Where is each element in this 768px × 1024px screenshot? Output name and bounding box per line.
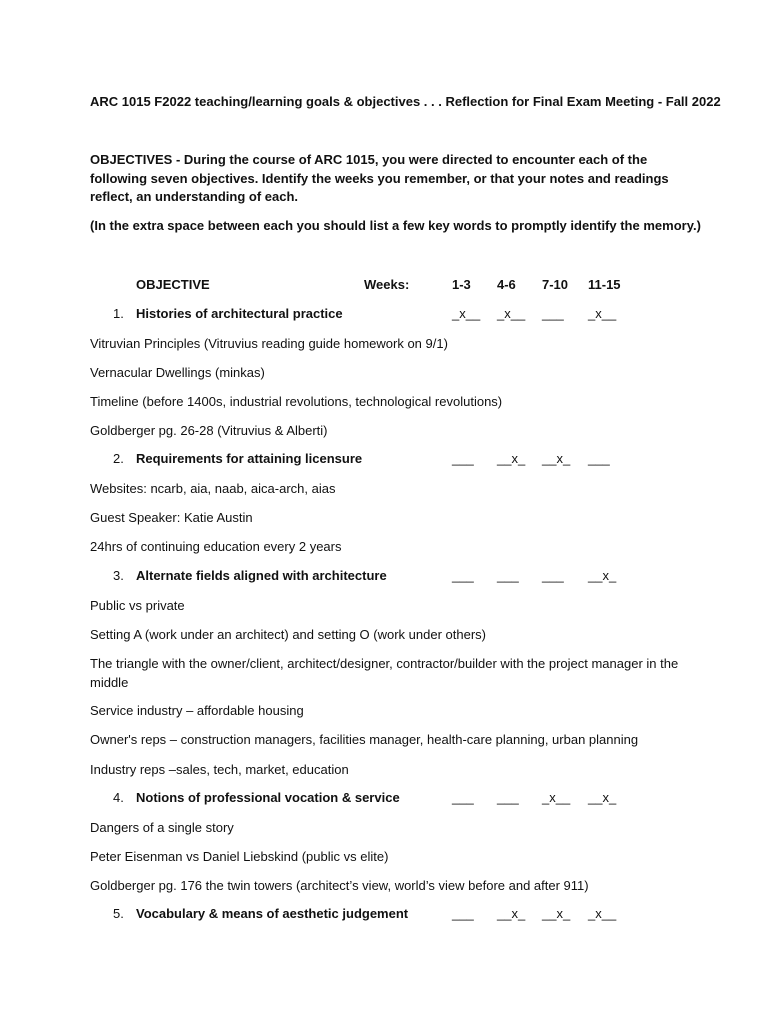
objective-number: 5.	[113, 906, 124, 921]
note-line: Service industry – affordable housing	[90, 703, 304, 718]
week-mark: ___	[452, 906, 474, 921]
week-mark: _x__	[588, 306, 617, 321]
objective-number: 2.	[113, 451, 124, 466]
table-header	[0, 277, 768, 297]
week-mark: __x_	[542, 906, 571, 921]
week-mark: __x_	[588, 790, 617, 805]
objective-title: Vocabulary & means of aesthetic judgement	[136, 906, 409, 921]
week-mark: _x__	[497, 306, 526, 321]
note-line: Websites: ncarb, aia, naab, aica-arch, aias	[90, 481, 336, 496]
week-col-7-10: 7-10	[542, 277, 569, 292]
note-line: 24hrs of continuing education every 2 years	[90, 539, 342, 554]
note-line: Setting A (work under an architect) and setting O (work under others)	[90, 627, 486, 642]
week-mark: __x_	[497, 451, 526, 466]
objective-title: Requirements for attaining licensure	[136, 451, 363, 466]
note-line: The triangle with the owner/client, architect/designer, contractor/builder with the project manager in the middle	[90, 656, 679, 690]
note-line: Vitruvian Principles (Vitruvius reading guide homework on 9/1)	[90, 336, 448, 351]
weeks-header: Weeks:	[364, 277, 410, 292]
week-mark: ___	[452, 451, 474, 466]
week-mark: __x_	[542, 451, 571, 466]
objective-row	[0, 790, 768, 810]
note-line: Goldberger pg. 26-28 (Vitruvius & Alberti)	[90, 423, 328, 438]
document-title: ARC 1015 F2022 teaching/learning goals & objectives . . . Reflection for Final Exam Meeting - Fall 2022	[90, 94, 721, 109]
objective-number: 4.	[113, 790, 124, 805]
week-mark: _x__	[452, 306, 481, 321]
note-line: Timeline (before 1400s, industrial revolutions, technological revolutions)	[90, 394, 503, 409]
objective-number: 3.	[113, 568, 124, 583]
week-col-11-15: 11-15	[588, 277, 621, 292]
objective-row	[0, 906, 768, 926]
week-mark: ___	[542, 568, 564, 583]
objective-title: Histories of architectural practice	[136, 306, 343, 321]
objective-title: Notions of professional vocation & service	[136, 790, 400, 805]
note-line: Vernacular Dwellings (minkas)	[90, 365, 265, 380]
objective-row	[0, 306, 768, 326]
instructions-note: (In the extra space between each you should list a few key words to promptly identify the memory.)	[90, 218, 701, 233]
objectives-intro: OBJECTIVES - During the course of ARC 1015, you were directed to encounter each of the following seven objectives. Identify the weeks you remember, or that your notes and readings reflect, an understanding of each.	[90, 152, 669, 204]
week-mark: _x__	[542, 790, 571, 805]
note-line: Industry reps –sales, tech, market, education	[90, 762, 349, 777]
note-line: Owner's reps – construction managers, facilities manager, health-care planning, urban planning	[90, 732, 639, 747]
objective-header: OBJECTIVE	[136, 277, 210, 292]
week-mark: ___	[452, 790, 474, 805]
note-line: Guest Speaker: Katie Austin	[90, 510, 253, 525]
week-mark: ___	[497, 568, 519, 583]
objective-number: 1.	[113, 306, 124, 321]
objective-row	[0, 451, 768, 471]
objective-row	[0, 568, 768, 588]
note-line: Goldberger pg. 176 the twin towers (architect’s view, world’s view before and after 911)	[90, 878, 589, 893]
note-line: Dangers of a single story	[90, 820, 234, 835]
week-col-4-6: 4-6	[497, 277, 516, 292]
week-mark: ___	[588, 451, 610, 466]
note-line: Peter Eisenman vs Daniel Liebskind (public vs elite)	[90, 849, 389, 864]
week-col-1-3: 1-3	[452, 277, 471, 292]
week-mark: ___	[452, 568, 474, 583]
week-mark: __x_	[588, 568, 617, 583]
week-mark: ___	[497, 790, 519, 805]
week-mark: __x_	[497, 906, 526, 921]
note-line: Public vs private	[90, 598, 185, 613]
objective-title: Alternate fields aligned with architecture	[136, 568, 387, 583]
week-mark: ___	[542, 306, 564, 321]
week-mark: _x__	[588, 906, 617, 921]
